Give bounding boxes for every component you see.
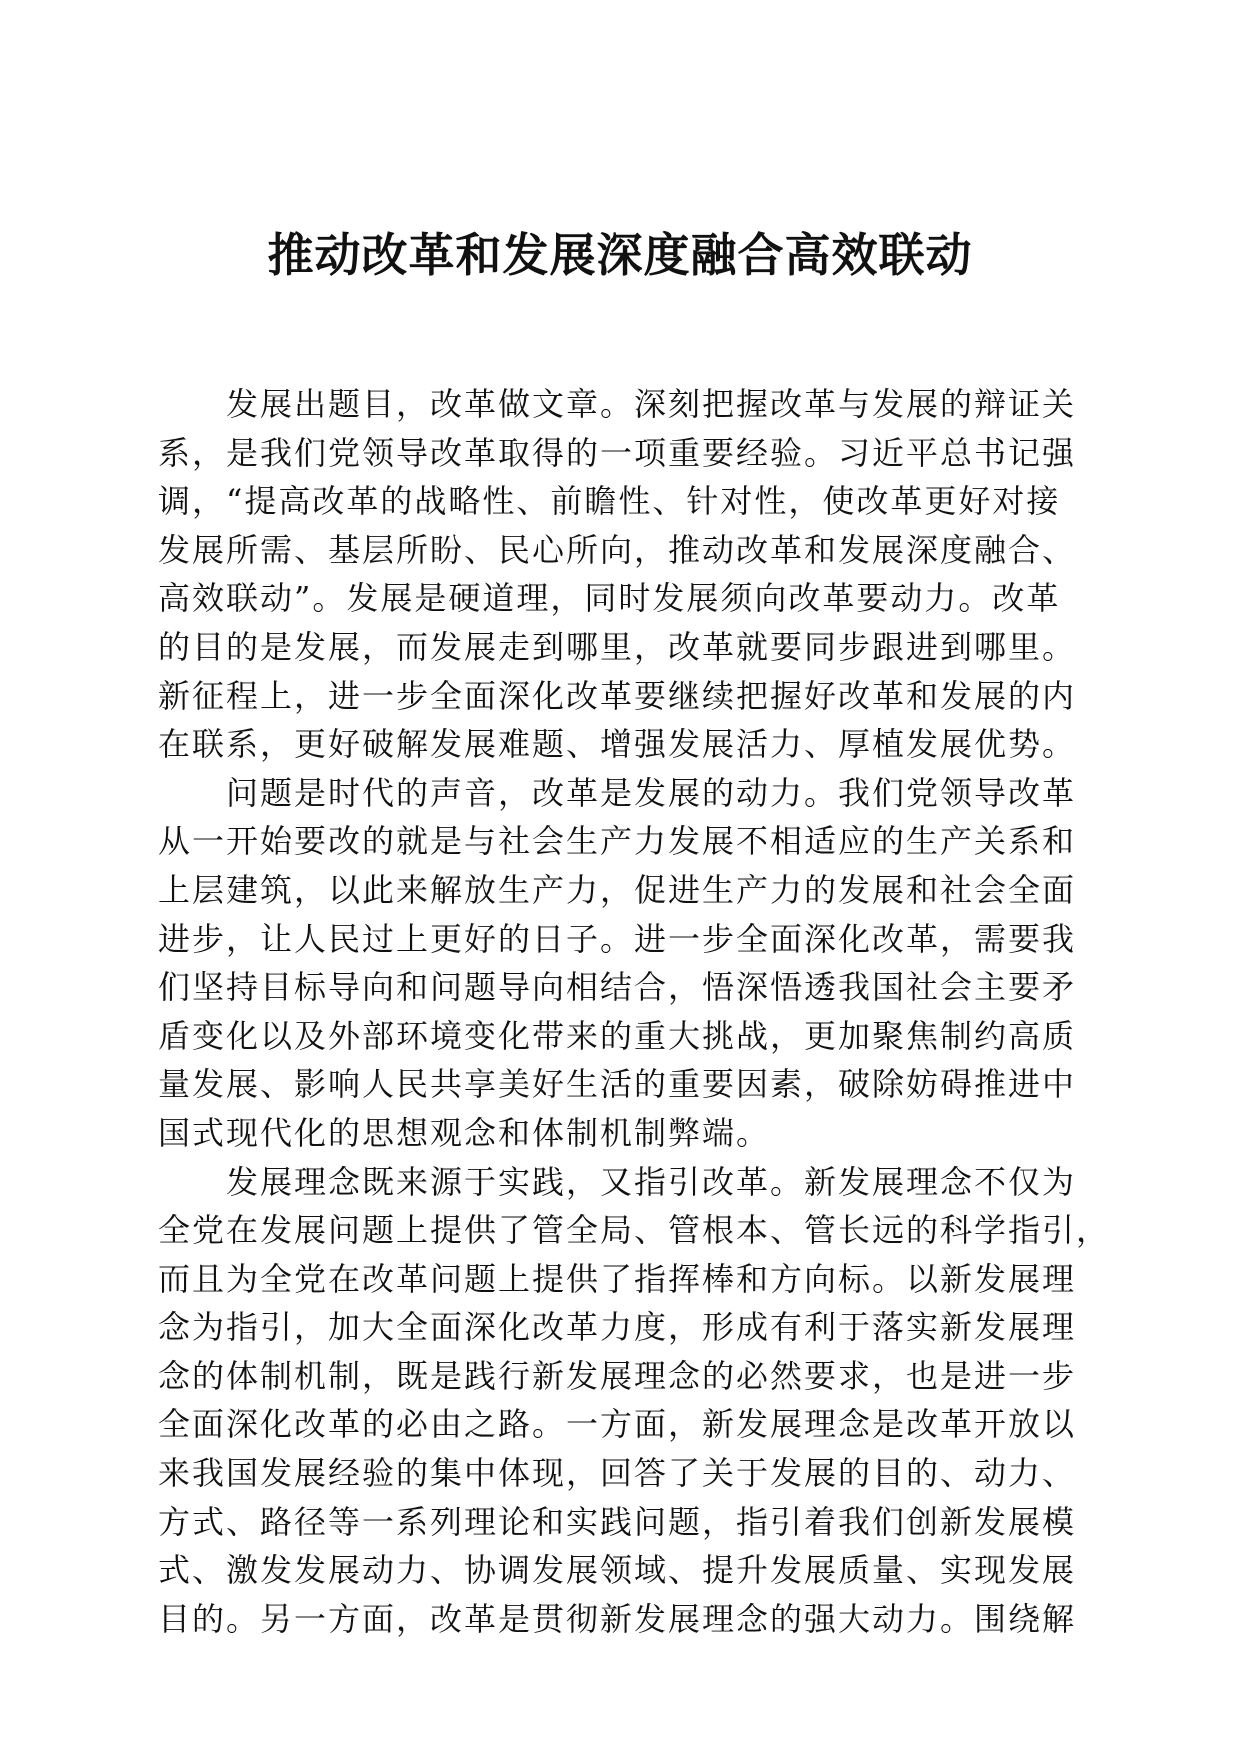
paragraph-line: 式、激发发展动力、协调发展领域、提升发展质量、实现发展 [158, 1551, 1077, 1590]
paragraph-line: 问题是时代的声音，改革是发展的动力。我们党领导改革 [226, 773, 1077, 812]
paragraph-line: 全党在发展问题上提供了管全局、管根本、管长远的科学指引， [158, 1211, 1111, 1250]
document-title: 推动改革和发展深度融合高效联动 [267, 228, 973, 282]
paragraph-line: 盾变化以及外部环境变化带来的重大挑战，更加聚焦制约高质 [158, 1016, 1077, 1055]
paragraph-line: 全面深化改革的必由之路。一方面，新发展理念是改革开放以 [158, 1405, 1077, 1444]
paragraph-line: 在联系，更好破解发展难题、增强发展活力、厚植发展优势。 [158, 725, 1077, 764]
document-body [158, 380, 1111, 1643]
paragraph-line: 发展出题目，改革做文章。深刻把握改革与发展的辩证关 [226, 385, 1077, 423]
paragraph-line: 来我国发展经验的集中体现，回答了关于发展的目的、动力、 [158, 1454, 1077, 1493]
paragraph-line: 念为指引，加大全面深化改革力度，形成有利于落实新发展理 [158, 1308, 1077, 1347]
paragraph-line: 从一开始要改的就是与社会生产力发展不相适应的生产关系和 [158, 822, 1077, 861]
paragraph-line: 念的体制机制，既是践行新发展理念的必然要求，也是进一步 [158, 1356, 1077, 1395]
paragraph-line: 系，是我们党领导改革取得的一项重要经验。习近平总书记强 [158, 433, 1077, 472]
paragraph-line: 目的。另一方面，改革是贯彻新发展理念的强大动力。围绕解 [158, 1599, 1077, 1638]
paragraph-line: 调，“提高改革的战略性、前瞻性、针对性，使改革更好对接 [158, 482, 1061, 521]
paragraph-line: 新征程上，进一步全面深化改革要继续把握好改革和发展的内 [158, 676, 1077, 715]
paragraph-line: 上层建筑，以此来解放生产力，促进生产力的发展和社会全面 [158, 870, 1077, 909]
paragraph-line: 量发展、影响人民共享美好生活的重要因素，破除妨碍推进中 [158, 1065, 1077, 1104]
paragraph-line: 方式、路径等一系列理论和实践问题，指引着我们创新发展模 [158, 1502, 1077, 1541]
paragraph-line: 国式现代化的思想观念和体制机制弊端。 [158, 1113, 771, 1152]
paragraph-line: 进步，让人民过上更好的日子。进一步全面深化改革，需要我 [158, 919, 1077, 958]
paragraph-line: 发展理念既来源于实践，又指引改革。新发展理念不仅为 [226, 1162, 1077, 1201]
paragraph-line: 的目的是发展，而发展走到哪里，改革就要同步跟进到哪里。 [158, 627, 1077, 666]
paragraph-line: 发展所需、基层所盼、民心所向，推动改革和发展深度融合、 [158, 530, 1077, 569]
paragraph-line: 高效联动”。发展是硬道理，同时发展须向改革要动力。改革 [158, 579, 1061, 618]
paragraph-line: 而且为全党在改革问题上提供了指挥棒和方向标。以新发展理 [158, 1259, 1077, 1298]
paragraph-line: 们坚持目标导向和问题导向相结合，悟深悟透我国社会主要矛 [158, 968, 1077, 1007]
